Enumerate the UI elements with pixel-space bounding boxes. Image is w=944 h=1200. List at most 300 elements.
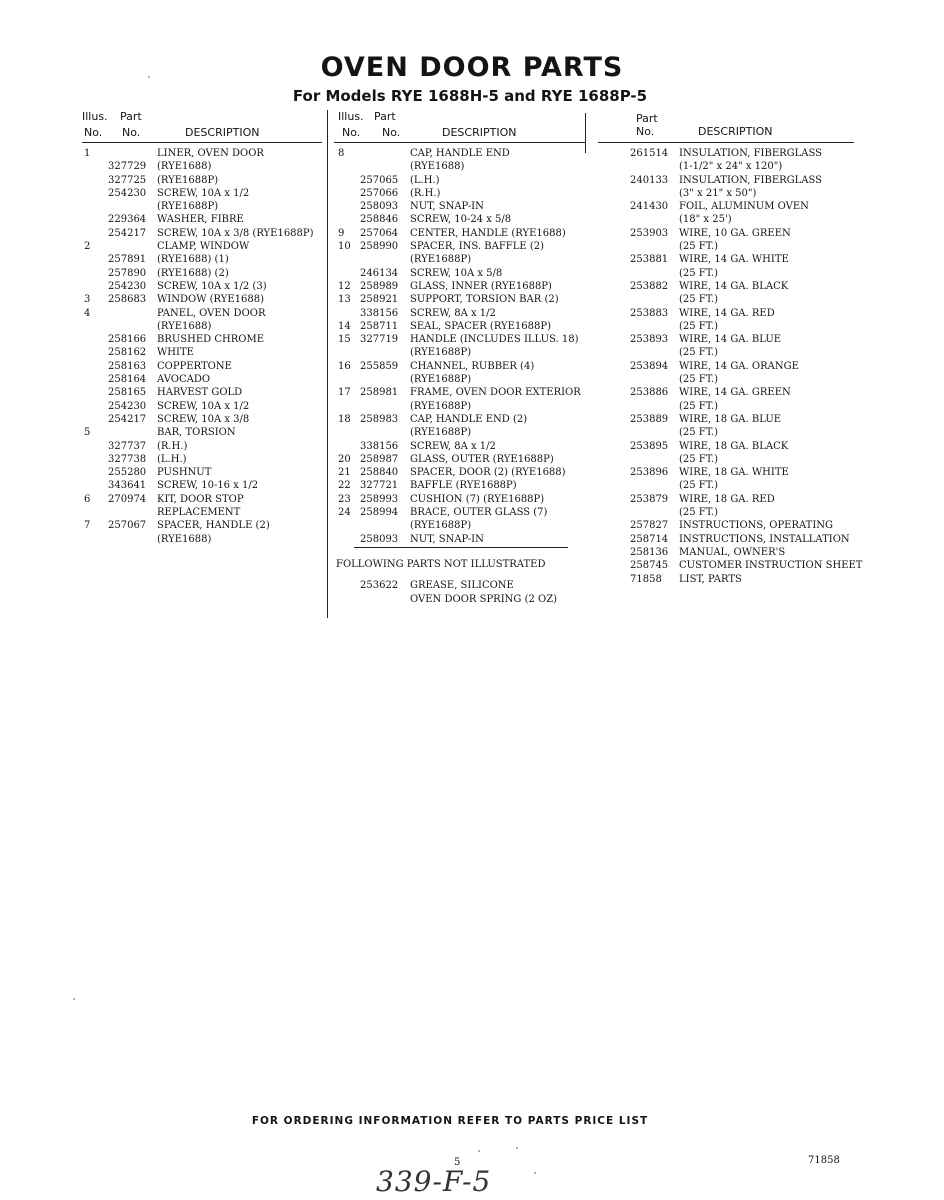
illus-no: 8 [338,148,345,159]
part-description: SCREW, 10A x 3/8 [157,413,250,425]
part-description: (25 FT.) [679,320,719,332]
part-description: WASHER, FIBRE [157,214,244,226]
header-rule [598,142,854,143]
part-row [82,200,322,213]
illus-no: 16 [338,360,351,372]
part-description: SPACER, DOOR (2) (RYE1688) [410,467,566,479]
page-title: OVEN DOOR PARTS [320,52,624,83]
part-description: SCREW, 10A x 1/2 [157,187,250,199]
part-description: GREASE, SILICONE [410,580,514,592]
part-description: CHANNEL, RUBBER (4) [410,360,535,372]
column-divider [585,113,586,153]
part-row [334,506,586,519]
part-no: 338156 [360,440,399,452]
part-no: 253903 [630,227,669,239]
part-row [598,213,878,226]
header-part: Part [120,110,142,123]
header-part-no: No. [382,126,401,139]
part-row [334,227,586,240]
part-description: (RYE1688P) [410,347,472,359]
ordering-info-footer: FOR ORDERING INFORMATION REFER TO PARTS PRICE LIST [251,1115,649,1127]
part-row [598,413,878,426]
part-description: SCREW, 10A x 3/8 (RYE1688P) [157,227,314,239]
part-no: 253882 [630,280,669,292]
part-row [334,519,586,532]
part-row [82,466,322,479]
part-row [598,506,878,519]
part-description: (1-1/2" x 24" x 120") [679,161,783,173]
part-no: 257064 [360,227,399,239]
header-description: DESCRIPTION [185,126,260,139]
part-description: SCREW, 10A x 5/8 [410,267,503,279]
part-no: 257067 [108,520,147,532]
part-description: LINER, OVEN DOOR [157,148,264,159]
part-no: 258983 [360,413,399,425]
illus-no: 3 [84,294,91,306]
parts-rows [82,147,322,546]
part-description: WIRE, 18 GA. WHITE [679,467,789,479]
illus-no: 4 [84,307,91,319]
part-row [82,213,322,226]
column-divider [327,110,328,618]
part-row [598,200,878,213]
part-no: 258683 [108,294,147,306]
illus-no: 13 [338,294,351,306]
part-no: 254230 [108,400,147,412]
illus-no: 18 [338,413,351,425]
part-description: FRAME, OVEN DOOR EXTERIOR [410,387,581,399]
part-row [334,240,586,253]
part-description: (RYE1688P) [410,374,472,386]
part-description: OVEN DOOR SPRING (2 OZ) [410,593,558,605]
part-no: 253893 [630,334,669,346]
list-end-rule [354,547,568,548]
part-description: HANDLE (INCLUDES ILLUS. 18) [410,334,579,346]
part-description: SCREW, 10A x 1/2 [157,400,250,412]
part-row [334,493,586,506]
part-no: 327725 [108,174,147,186]
part-row [82,280,322,293]
illus-no: 15 [338,334,351,346]
part-row [598,333,878,346]
header-part-no: No. [636,125,655,138]
part-no: 258846 [360,214,399,226]
part-description: (RYE1688) [157,533,212,545]
part-description: (25 FT.) [679,453,719,465]
part-description: CUSHION (7) (RYE1688P) [410,493,545,505]
part-no: 258990 [360,241,399,253]
part-no: 258165 [108,387,147,399]
part-row [334,280,586,293]
part-no: 261514 [630,148,669,159]
part-no: 327737 [108,440,147,452]
part-description: PANEL, OVEN DOOR [157,307,266,319]
part-no: 258164 [108,374,147,386]
part-no: 258711 [360,320,399,332]
part-description: (L.H.) [410,174,440,186]
part-description: (RYE1688P) [410,400,472,412]
part-row [334,479,586,492]
part-no: 229364 [108,214,147,226]
part-description: BRUSHED CHROME [157,334,265,346]
part-row [334,533,586,546]
part-no: 257066 [360,187,399,199]
part-no: 253622 [360,580,399,592]
illus-no: 7 [84,520,91,532]
header-illus: Illus. [82,110,108,123]
illus-no: 14 [338,320,351,332]
part-row [598,493,878,506]
part-no: 257065 [360,174,399,186]
part-description: CAP, HANDLE END (2) [410,413,528,425]
part-row [82,147,322,160]
part-row [334,320,586,333]
part-row [598,386,878,399]
illus-no: 23 [338,493,351,505]
part-row [598,280,878,293]
part-row [82,493,322,506]
part-row [334,174,586,187]
header-rule [334,142,586,143]
part-row [598,519,878,532]
header-description: DESCRIPTION [442,126,517,139]
part-row [82,320,322,333]
part-row [82,267,322,280]
part-row [598,187,878,200]
part-description: HARVEST GOLD [157,387,243,399]
part-no: 327719 [360,334,399,346]
part-row [334,360,586,373]
part-row [82,160,322,173]
part-no: 241430 [630,201,669,213]
part-row [334,579,586,592]
part-description: (RYE1688) [410,161,465,173]
parts-rows [334,147,586,546]
part-description: (R.H.) [410,187,441,199]
part-description: (25 FT.) [679,507,719,519]
part-description: MANUAL, OWNER'S [679,546,786,558]
part-row [82,413,322,426]
part-row [82,240,322,253]
header-illus-no: No. [342,126,361,139]
part-row [82,293,322,306]
part-description: SPACER, HANDLE (2) [157,520,270,532]
part-description: WIRE, 14 GA. RED [679,307,775,319]
part-description: SCREW, 10A x 1/2 (3) [157,280,267,292]
part-row [598,253,878,266]
part-row [82,533,322,546]
column-header [334,110,586,142]
part-description: WIRE, 14 GA. ORANGE [679,360,799,372]
part-row [82,187,322,200]
part-row [334,373,586,386]
part-row [82,519,322,532]
header-part: Part [636,112,658,125]
part-description: KIT, DOOR STOP [157,493,244,505]
part-description: SEAL, SPACER (RYE1688P) [410,320,552,332]
part-row [334,333,586,346]
part-description: WHITE [157,347,194,359]
header-part: Part [374,110,396,123]
part-description: COPPERTONE [157,360,232,372]
part-row [598,573,878,586]
part-row [598,533,878,546]
part-description: NUT, SNAP-IN [410,533,484,545]
part-no: 258093 [360,201,399,213]
part-description: (RYE1688) (2) [157,267,229,279]
part-description: WIRE, 18 GA. BLACK [679,440,789,452]
part-row [598,440,878,453]
part-no: 246134 [360,267,399,279]
part-description: (25 FT.) [679,480,719,492]
part-row [82,506,322,519]
part-no: 258994 [360,507,399,519]
part-row [598,174,878,187]
part-description: NUT, SNAP-IN [410,201,484,213]
part-no: 258714 [630,533,669,545]
part-row [334,466,586,479]
illus-no: 20 [338,453,351,465]
part-no: 258166 [108,334,147,346]
part-no: 257827 [630,520,669,532]
part-no: 258136 [630,546,669,558]
not-illustrated-rows [334,579,586,606]
part-description: (25 FT.) [679,374,719,386]
part-no: 258981 [360,387,399,399]
part-no: 257891 [108,254,147,266]
part-description: INSULATION, FIBERGLASS [679,174,823,186]
part-description: WIRE, 14 GA. GREEN [679,387,791,399]
part-no: 254230 [108,187,147,199]
part-description: SCREW, 10-24 x 5/8 [410,214,512,226]
part-no: 257890 [108,267,147,279]
part-description: INSTRUCTIONS, INSTALLATION [679,533,850,545]
part-no: 255280 [108,467,147,479]
part-description: CLAMP, WINDOW [157,241,250,253]
part-row [334,213,586,226]
part-row [334,413,586,426]
part-row [598,559,878,572]
part-description: (25 FT.) [679,400,719,412]
part-description: (RYE1688) [157,161,212,173]
part-description: (RYE1688P) [157,174,219,186]
part-row [598,147,878,160]
illus-no: 1 [84,148,91,159]
part-description: GLASS, OUTER (RYE1688P) [410,453,554,465]
part-description: SPACER, INS. BAFFLE (2) [410,241,545,253]
part-description: WIRE, 14 GA. WHITE [679,254,789,266]
part-row [82,307,322,320]
part-description: (25 FT.) [679,427,719,439]
scan-speck [478,1150,480,1152]
part-row [334,253,586,266]
illus-no: 21 [338,467,351,479]
part-row [598,479,878,492]
part-description: (RYE1688) [157,320,212,332]
part-no: 253889 [630,413,669,425]
header-rule [82,142,322,143]
part-row [598,373,878,386]
part-row [598,426,878,439]
handwritten-annotation: 339-F-5 [376,1165,492,1198]
part-row [82,227,322,240]
parts-column-3 [598,110,878,586]
part-row [334,453,586,466]
part-no: 258840 [360,467,399,479]
part-no: 258921 [360,294,399,306]
part-row [82,400,322,413]
part-description: (25 FT.) [679,267,719,279]
part-row [598,546,878,559]
part-no: 270974 [108,493,147,505]
part-no: 71858 [630,573,662,585]
illus-no: 2 [84,241,91,253]
part-row [82,253,322,266]
part-description: SCREW, 8A x 1/2 [410,307,496,319]
part-row [334,440,586,453]
document-number: 71858 [808,1155,840,1166]
parts-rows [598,147,878,586]
part-row [82,386,322,399]
part-description: FOIL, ALUMINUM OVEN [679,201,809,213]
illus-no: 6 [84,493,91,505]
part-description: BAFFLE (RYE1688P) [410,480,517,492]
column-header [82,110,322,142]
illus-no: 9 [338,227,345,239]
part-row [334,307,586,320]
scan-speck [148,76,150,78]
part-description: (RYE1688P) [157,201,219,213]
part-description: AVOCADO [157,374,211,386]
part-description: (RYE1688P) [410,427,472,439]
part-description: (18" x 25') [679,214,732,226]
part-description: CAP, HANDLE END [410,148,510,159]
part-row [598,466,878,479]
part-description: REPLACEMENT [157,507,241,519]
illus-no: 24 [338,507,351,519]
part-no: 253879 [630,493,669,505]
part-no: 253883 [630,307,669,319]
part-row [82,479,322,492]
part-description: (25 FT.) [679,347,719,359]
part-no: 258162 [108,347,147,359]
part-no: 338156 [360,307,399,319]
illus-no: 12 [338,280,351,292]
header-illus: Illus. [338,110,364,123]
illus-no: 17 [338,387,351,399]
part-row [598,346,878,359]
part-description: SCREW, 8A x 1/2 [410,440,496,452]
part-no: 327721 [360,480,399,492]
part-row [598,240,878,253]
part-row [334,386,586,399]
part-no: 258093 [360,533,399,545]
part-row [334,593,586,606]
part-row [598,267,878,280]
part-description: BAR, TORSION [157,427,236,439]
part-description: (RYE1688) (1) [157,254,229,266]
part-no: 258993 [360,493,399,505]
part-description: LIST, PARTS [679,573,742,585]
scan-speck [534,1172,536,1174]
part-no: 254217 [108,413,147,425]
part-row [82,440,322,453]
part-row [598,360,878,373]
part-description: WINDOW (RYE1688) [157,294,265,306]
part-description: PUSHNUT [157,467,212,479]
part-no: 258745 [630,560,669,572]
part-no: 258987 [360,453,399,465]
parts-column-1 [82,110,322,546]
part-no: 240133 [630,174,669,186]
part-description: (3" x 21" x 50") [679,187,757,199]
part-row [334,426,586,439]
part-row [334,293,586,306]
part-row [82,453,322,466]
scan-speck [516,1147,518,1149]
part-row [82,360,322,373]
part-description: (RYE1688P) [410,254,472,266]
part-description: (25 FT.) [679,294,719,306]
part-row [598,160,878,173]
part-no: 255859 [360,360,399,372]
part-description: (25 FT.) [679,241,719,253]
part-description: WIRE, 14 GA. BLUE [679,334,782,346]
part-row [334,187,586,200]
not-illustrated-note: FOLLOWING PARTS NOT ILLUSTRATED [336,558,546,570]
part-description: WIRE, 18 GA. BLUE [679,413,782,425]
part-description: WIRE, 18 GA. RED [679,493,775,505]
page-subtitle: For Models RYE 1688H-5 and RYE 1688P-5 [292,87,648,105]
illus-no: 22 [338,480,351,492]
part-row [598,320,878,333]
part-description: (R.H.) [157,440,188,452]
part-row [334,400,586,413]
part-description: GLASS, INNER (RYE1688P) [410,280,552,292]
part-no: 253881 [630,254,669,266]
header-illus-no: No. [84,126,103,139]
parts-column-2 [334,110,586,606]
part-row [82,373,322,386]
part-row [598,400,878,413]
part-no: 253894 [630,360,669,372]
part-row [82,174,322,187]
header-description: DESCRIPTION [698,125,773,138]
part-description: WIRE, 10 GA. GREEN [679,227,791,239]
part-row [598,227,878,240]
part-no: 258163 [108,360,147,372]
scan-speck [73,998,75,1000]
part-no: 254217 [108,227,147,239]
part-row [334,267,586,280]
part-description: SCREW, 10-16 x 1/2 [157,480,259,492]
part-no: 254230 [108,280,147,292]
part-row [598,453,878,466]
part-no: 327738 [108,453,147,465]
part-row [598,293,878,306]
part-no: 253886 [630,387,669,399]
part-description: (RYE1688P) [410,520,472,532]
illus-no: 5 [84,427,91,439]
part-description: INSULATION, FIBERGLASS [679,148,823,159]
part-row [82,333,322,346]
part-description: SUPPORT, TORSION BAR (2) [410,294,559,306]
page-number: 5 [454,1157,461,1168]
part-description: CENTER, HANDLE (RYE1688) [410,227,566,239]
part-no: 327729 [108,161,147,173]
part-row [334,160,586,173]
header-part-no: No. [122,126,141,139]
